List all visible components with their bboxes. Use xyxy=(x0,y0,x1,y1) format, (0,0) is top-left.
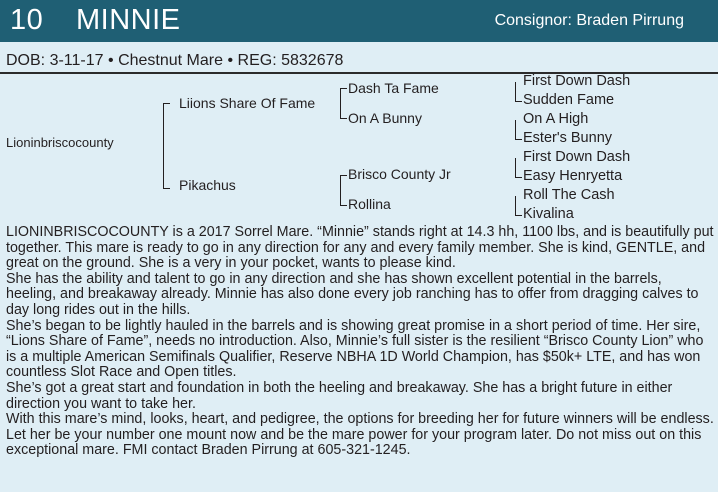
pedigree-connector xyxy=(163,103,164,188)
pedigree-connector xyxy=(340,118,347,119)
lot-number: 10 xyxy=(10,4,44,36)
pedigree-g4-5: First Down Dash xyxy=(523,149,631,165)
pedigree-sire-dam: On A Bunny xyxy=(348,110,422,126)
pedigree-connector xyxy=(340,175,341,205)
horse-description: Chestnut Mare xyxy=(118,52,223,69)
pedigree-subject: Lioninbriscocounty xyxy=(6,135,114,150)
dob-value: 3-11-17 xyxy=(49,52,104,69)
pedigree-g4-4: Ester's Bunny xyxy=(523,130,613,146)
pedigree-connector xyxy=(340,205,347,206)
horse-description-text xyxy=(6,225,714,459)
pedigree-g4-6: Easy Henryetta xyxy=(523,168,623,184)
description-paragraph: LIONINBRISCOCOUNTY is a 2017 Sorrel Mare. “Minnie” stands right at 14.3 hh, 1100 lbs, and is beautifully put together. This mare is ready to go in any direction for any and every family member. She is kind, GENTLE, and great on the ground. She is a very in your pocket, wants to please kind. xyxy=(6,224,714,272)
description-paragraph: With this mare’s mind, looks, heart, and pedigree, the options for breeding her for future winners will be endless. Let her be your number one mount now and be the mare power for your program later. Do not miss out on this exceptional mare. FMI contact Braden Pirrung at 605-321-1245. xyxy=(6,411,714,459)
lot-header xyxy=(0,0,718,42)
pedigree-connector xyxy=(340,88,341,118)
pedigree-connector xyxy=(515,82,516,101)
pedigree-connector xyxy=(515,120,516,139)
pedigree-sire: Liions Share Of Fame xyxy=(179,95,316,111)
pedigree-g4-3: On A High xyxy=(523,111,589,127)
dob-label: DOB: xyxy=(6,52,46,69)
pedigree-connector xyxy=(340,175,347,176)
reg-label: REG: xyxy=(237,52,277,69)
horse-name: MINNIE xyxy=(76,4,181,36)
reg-value: 5832678 xyxy=(281,52,344,69)
pedigree-connector xyxy=(515,101,522,102)
pedigree-dam: Pikachus xyxy=(179,177,236,193)
pedigree-connector xyxy=(515,196,516,215)
pedigree-dam-sire: Brisco County Jr xyxy=(348,166,451,182)
pedigree-connector xyxy=(515,139,522,140)
consignor: Consignor: Braden Pirrung xyxy=(494,12,684,29)
pedigree-sire-sire: Dash Ta Fame xyxy=(348,80,439,96)
description-paragraph: She’s began to be lightly hauled in the barrels and is showing great promise in a short period of time. Her sire, “Lions Share of Fame”, needs no introduction. Also, Minnie’s full sister is the resilient “Brisco County Lion” who is a multiple American Semifinals Qualifier, Reserve NBHA 1D World Champion, has $50k+ LTE, and has won countless Slot Race and Open titles. xyxy=(6,317,704,381)
pedigree-connector xyxy=(515,215,522,216)
pedigree-connector xyxy=(340,88,347,89)
pedigree-dam-dam: Rollina xyxy=(348,196,391,212)
pedigree-g4-8: Kivalina xyxy=(523,206,574,222)
pedigree-connector xyxy=(515,177,522,178)
horse-info-line xyxy=(6,52,343,70)
separator: • xyxy=(108,52,114,69)
pedigree-connector xyxy=(163,188,170,189)
description-paragraph: She’s got a great start and foundation in both the heeling and breakaway. She has a bright future in either direction you want to take her. xyxy=(6,379,673,412)
description-paragraph: She has the ability and talent to go in any direction and she has shown excellent potential in the barrels, heeling, and breakaway already. Minnie has also done every job ranching has to offer from dragging calves to day long rides out in the hills. xyxy=(6,270,699,318)
pedigree-g4-7: Roll The Cash xyxy=(523,187,615,203)
pedigree-connector xyxy=(163,103,170,104)
pedigree-g4-1: First Down Dash xyxy=(523,73,631,89)
pedigree-connector xyxy=(515,158,516,177)
separator: • xyxy=(227,52,234,69)
pedigree-g4-2: Sudden Fame xyxy=(523,92,615,108)
